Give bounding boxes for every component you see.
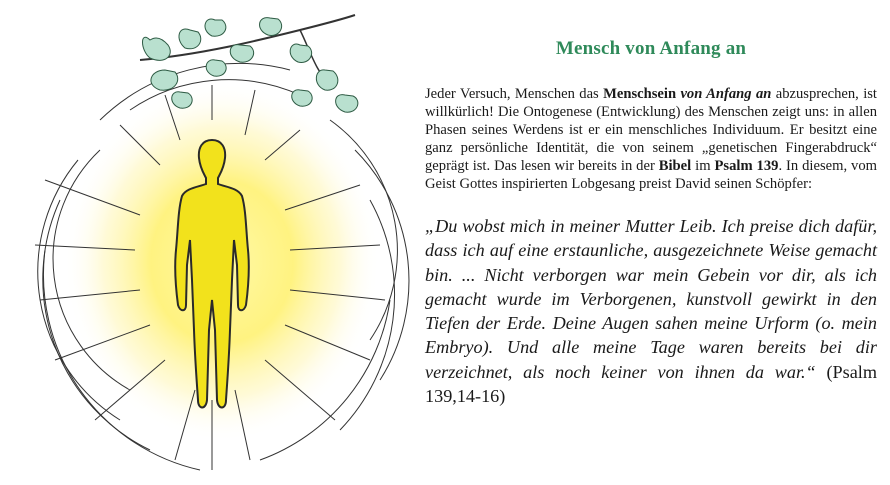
intro-text-4: . In diesem, vom Geist Gottes inspirierten Lobgesang preist David seinen Schöpfer: (425, 158, 877, 192)
intro-text-1: Jeder Versuch, Menschen das (425, 86, 604, 102)
intro-bold-psalm: Psalm 139 (714, 158, 779, 174)
quote-reference: (Psalm 139,14-16) (425, 361, 877, 407)
intro-text-2: abzusprechen, ist willkürlich! Die Ontogenese (Entwicklung) des Menschen zeigt uns: in allen Phasen seines Werdens ist er ein menschliches Individuum. Er besitzt eine ganz persönliche Identität, die von seinem „genetischen Fingerabdruck“ geprägt ist. Das lesen wir bereits in der (425, 86, 877, 174)
human-light-illustration (0, 0, 420, 480)
quote-text: „Du wobst mich in meiner Mutter Leib. Ich preise dich dafür, dass ich auf eine erstaunliche, ausgezeichnete Weise gemacht bin. ... Nicht verborgen war mein Gebein vor dir, als ich gemacht wurde im Verborgenen, kunstvoll gewirkt in den Tiefen der Erde. Deine Augen sahen meine Urform (o. mein Embryo). Und alle meine Tage waren bereits bei dir verzeichnet, als noch keiner von ihnen da war.“ (425, 216, 877, 382)
intro-bold-menschsein: Menschsein (603, 86, 681, 102)
psalm-quote (425, 214, 877, 408)
text-column (425, 38, 877, 408)
intro-bold-italic-von-anfang-an: von Anfang an (680, 86, 772, 102)
intro-text-3: im (691, 158, 715, 174)
page-title: Mensch von Anfang an (555, 38, 747, 59)
intro-bold-bibel: Bibel (658, 158, 692, 174)
intro-paragraph (425, 85, 877, 193)
